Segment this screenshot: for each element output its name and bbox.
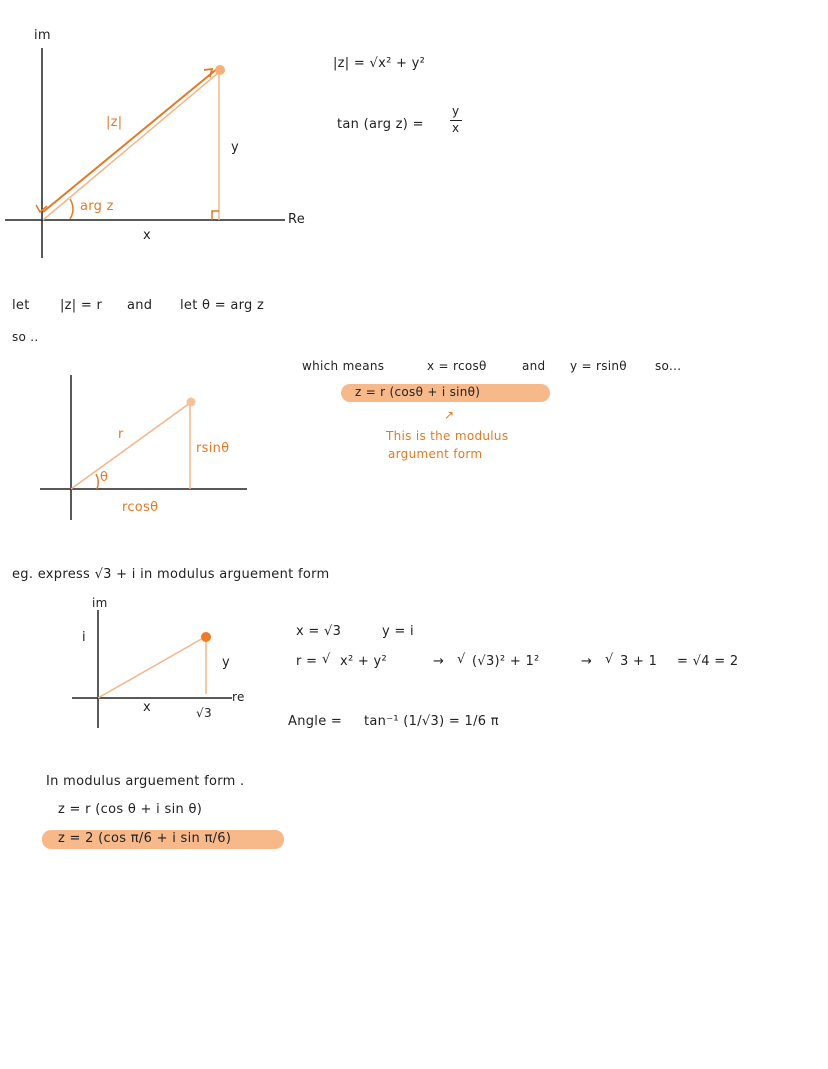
right-angle-mark bbox=[212, 211, 219, 220]
x-eq-rcos: x = rcosθ bbox=[427, 359, 487, 373]
y-value: y = i bbox=[382, 624, 414, 639]
modulus-vector bbox=[43, 68, 218, 212]
tan-denominator: x bbox=[452, 121, 460, 135]
rcos-label: rcosθ bbox=[122, 500, 159, 515]
example-sqrt3-label: √3 bbox=[196, 706, 212, 720]
arg-label: arg z bbox=[80, 199, 114, 214]
modulus-vector-shadow bbox=[43, 73, 218, 220]
r-sqrt: x² + y² bbox=[340, 654, 388, 669]
angle-label: Angle = bbox=[288, 714, 343, 729]
theta-arc bbox=[96, 474, 98, 489]
y-label: y bbox=[231, 140, 239, 155]
r-step-2: (√3)² + 1² bbox=[472, 654, 540, 669]
so-2: so... bbox=[655, 359, 682, 373]
and-1: and bbox=[127, 298, 153, 313]
y-eq-rsin: y = rsinθ bbox=[570, 359, 627, 373]
re-label: Re bbox=[288, 212, 306, 227]
and-2: and bbox=[522, 359, 546, 373]
let-1: let bbox=[12, 298, 30, 313]
example-y-label: y bbox=[222, 655, 230, 670]
so-1: so .. bbox=[12, 330, 39, 344]
example-im-label: im bbox=[92, 596, 108, 610]
modulus-formula: |z| = √x² + y² bbox=[333, 56, 426, 71]
mod-arg-form: z = r (cosθ + i sinθ) bbox=[355, 385, 481, 399]
form-final: z = 2 (cos π/6 + i sin π/6) bbox=[58, 831, 232, 846]
example-x-label: x bbox=[143, 700, 151, 715]
form-title: In modulus arguement form . bbox=[46, 774, 245, 789]
example-re-label: re bbox=[232, 690, 245, 704]
example-point bbox=[201, 632, 211, 642]
r-label: r bbox=[118, 427, 124, 442]
r-step-3: 3 + 1 bbox=[620, 654, 658, 669]
tan-numerator: y bbox=[452, 104, 460, 118]
x-value: x = √3 bbox=[296, 624, 342, 639]
example-i-label: i bbox=[82, 630, 86, 645]
angle-calc: tan⁻¹ (1/√3) = 1/6 π bbox=[364, 714, 499, 729]
tan-formula: tan (arg z) = bbox=[337, 117, 424, 132]
point-2 bbox=[187, 398, 196, 407]
example-vector bbox=[98, 637, 205, 698]
rsin-label: rsinθ bbox=[196, 441, 230, 456]
r-step-4: = √4 = 2 bbox=[677, 654, 739, 669]
x-label: x bbox=[143, 228, 151, 243]
let-theta: let θ = arg z bbox=[180, 298, 265, 313]
note-line-2: argument form bbox=[388, 447, 483, 461]
arrow-2: → bbox=[581, 654, 593, 669]
point-z bbox=[215, 65, 225, 75]
r-lhs: r = bbox=[296, 654, 318, 669]
modulus-label: |z| bbox=[106, 115, 123, 130]
sqrt-sign-2: √ bbox=[457, 652, 466, 667]
r-vector bbox=[71, 403, 190, 489]
sqrt-sign-1: √ bbox=[322, 652, 331, 667]
which-means: which means bbox=[302, 359, 385, 373]
form-general: z = r (cos θ + i sin θ) bbox=[58, 802, 203, 817]
im-label: im bbox=[34, 28, 51, 43]
example-intro: eg. express √3 + i in modulus arguement form bbox=[12, 567, 330, 582]
arrow-1: → bbox=[433, 654, 445, 669]
note-line-1: This is the modulus bbox=[386, 429, 509, 443]
arrow-up: ↗ bbox=[444, 408, 455, 422]
theta-label: θ bbox=[100, 470, 109, 485]
sqrt-sign-3: √ bbox=[605, 652, 614, 667]
mod-eq-r: |z| = r bbox=[60, 298, 103, 313]
arg-arc bbox=[70, 199, 73, 219]
